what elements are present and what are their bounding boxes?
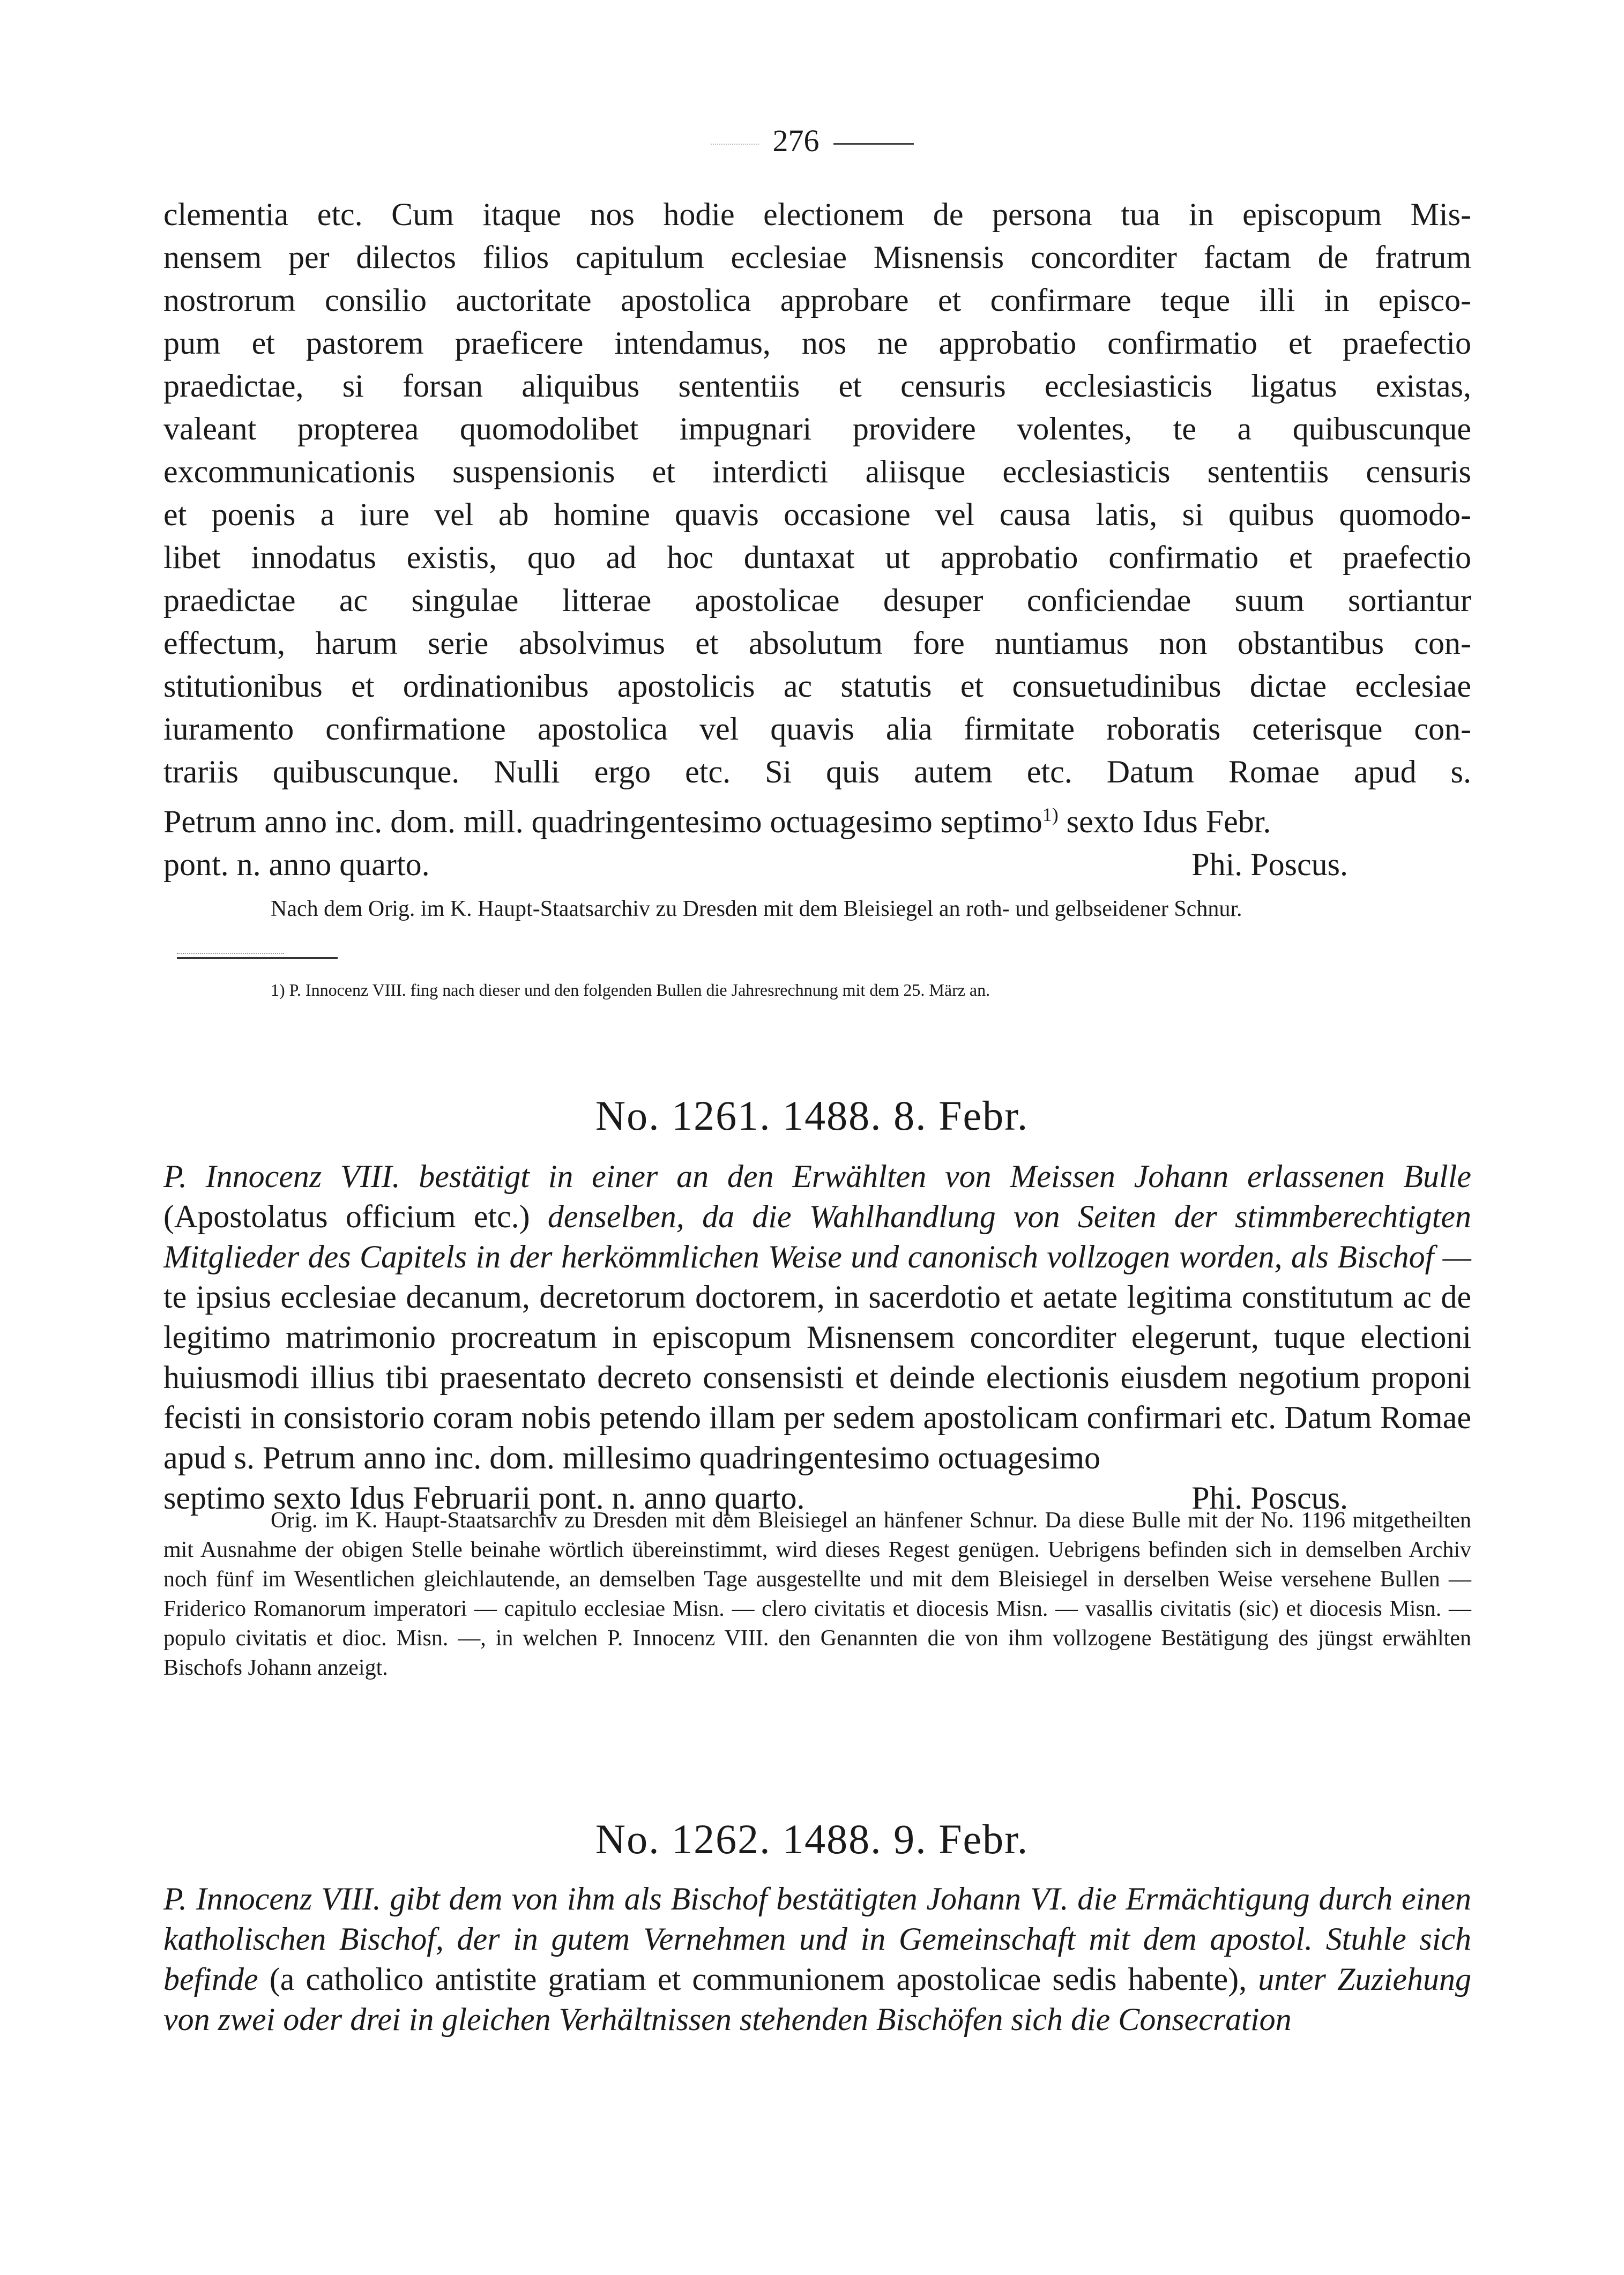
text-line: valeant propterea quomodolibet impugnari providere volentes, te a quibuscunque <box>163 411 1471 446</box>
regest-italic: P. Innocenz VIII. bestätigt in einer an den Erwählten von Meissen Johann erlassenen Bulle <box>163 1159 1471 1194</box>
source-note: Nach dem Orig. im K. Haupt-Staatsarchiv zu Dresden mit dem Bleisiegel an roth- und gelbseidener Schnur. <box>271 897 1242 921</box>
document-body-1261 <box>163 1157 1471 1518</box>
footnote-rule <box>177 957 338 959</box>
regest-roman: (a catholico antistite gratiam et communionem apostolicae sedis habente), <box>258 1961 1258 1997</box>
document-text: te ipsius ecclesiae decanum, decretorum doctorem, in sacerdotio et aetate legitima constitutum ac de legitimo matrimonio procreatum in episcopum Misnensem concorditer elegerunt, tuque electioni huiusmodi illius tibi praesentato decreto consensisti et deinde electionis eiusdem negotium proponi fecisti in consistorio coram nobis petendo illam per sedem apostolicam confirmari etc. Datum Romae apud s. Petrum anno inc. dom. millesimo quadringentesimo octuagesimo <box>163 1279 1471 1475</box>
header-dotted-rule <box>711 144 759 145</box>
text-line: nensem per dilectos filios capitulum ecclesiae Misnensis concorditer factam de fratrum <box>163 240 1471 275</box>
document-body-1262 <box>163 1879 1471 2040</box>
text-line-with-footnote-ref: Petrum anno inc. dom. mill. quadringentesimo octuagesimo septimo$^{1)}$ sexto Idus Febr. <box>163 804 1271 839</box>
footnote-ref: 1) <box>1042 804 1059 825</box>
document-heading-1261: No. 1261. 1488. 8. Febr. <box>595 1092 1029 1139</box>
text-line: nostrorum consilio auctoritate apostolica approbare et confirmare teque illi in episco- <box>163 282 1471 318</box>
closing-date: septimo sexto Idus Februarii pont. n. anno quarto. <box>163 1480 805 1516</box>
text-line: libet innodatus existis, quo ad hoc duntaxat ut approbatio confirmatio et praefectio <box>163 540 1471 575</box>
page-header <box>0 122 1624 160</box>
closing-date: pont. n. anno quarto. <box>163 847 430 882</box>
text-line: clementia etc. Cum itaque nos hodie electionem de persona tua in episcopum Mis- <box>163 197 1471 232</box>
text-line: et poenis a iure vel ab homine quavis occasione vel causa latis, si quibus quomodo- <box>163 497 1471 532</box>
text-line: excommunicationis suspensionis et interdicti aliisque ecclesiasticis sententiis censuris <box>163 454 1471 489</box>
text-line: iuramento confirmatione apostolica vel quavis alia firmitate roboratis ceterisque con- <box>163 711 1471 747</box>
source-note-1261: Orig. im K. Haupt-Staatsarchiv zu Dresden mit dem Bleisiegel an hänfener Schnur. Da diese Bulle mit der No. 1196 mitgetheilten mit Ausnahme der obigen Stelle beinahe wörtlich übereinstimmt, wird dieses Regest genügen. Uebrigens befinden sich in demselben Archiv noch fünf im Wesentlichen gleichlautende, an demselben Tage ausgestellte und mit dem Bleisiegel in derselben Weise versehene Bullen — Friderico Romanorum imperatori — capitulo ecclesiae Misn. — clero civitatis et diocesis Misn. — vasallis civitatis (sic) et diocesis Misn. — populo civitatis et dioc. Misn. —, in welchen P. Innocenz VIII. den Genannten die von ihm vollzogene Bestätigung des jüngst erwählten Bischofs Johann anzeigt. <box>163 1508 1471 1680</box>
text-line: effectum, harum serie absolvimus et absolutum fore nuntiamus non obstantibus con- <box>163 625 1471 661</box>
page-number: 276 <box>772 123 820 158</box>
text-line: trariis quibuscunque. Nulli ergo etc. Si quis autem etc. Datum Romae apud s. <box>163 754 1471 789</box>
document-heading-1262: No. 1262. 1488. 9. Febr. <box>595 1816 1029 1862</box>
continued-text-lines <box>163 193 1471 793</box>
text-line: praedictae ac singulae litterae apostolicae desuper conficiendae suum sortiantur <box>163 583 1471 618</box>
footnote-dotted-rule <box>177 953 284 954</box>
regest-italic: denselben, da die Wahlhandlung von Seiten der stimmberechtigten Mitglieder des Capitels in der herkömmlichen Weise und canonisch vollzogen worden, als Bischof — <box>163 1199 1471 1274</box>
regest-italic: unter Zuziehung von zwei oder drei in gleichen Verhältnissen stehenden Bischöfen sich die Consecration <box>163 1961 1471 2037</box>
footnote: 1) P. Innocenz VIII. fing nach dieser und den folgenden Bullen die Jahresrechnung mit dem 25. März an. <box>271 980 990 999</box>
regest-roman: (Apostolatus officium etc.) <box>163 1199 548 1234</box>
text-line: pum et pastorem praeficere intendamus, nos ne approbatio confirmatio et praefectio <box>163 325 1471 361</box>
header-rule <box>833 143 914 145</box>
regest-italic: P. Innocenz VIII. gibt dem von ihm als Bischof bestätigten Johann VI. die Ermächtigung durch einen katholischen Bischof, der in gutem Vernehmen und in Gemeinschaft mit dem apostol. Stuhle sich befinde <box>163 1881 1471 1997</box>
signature: Phi. Poscus. <box>1191 847 1348 882</box>
text-line: stitutionibus et ordinationibus apostolicis ac statutis et consuetudinibus dictae ecclesiae <box>163 668 1471 704</box>
signature: Phi. Poscus. <box>1191 1480 1348 1516</box>
text-line: praedictae, si forsan aliquibus sententiis et censuris ecclesiasticis ligatus existas, <box>163 368 1471 404</box>
closing-line <box>163 843 1471 886</box>
continued-text <box>163 193 1471 886</box>
